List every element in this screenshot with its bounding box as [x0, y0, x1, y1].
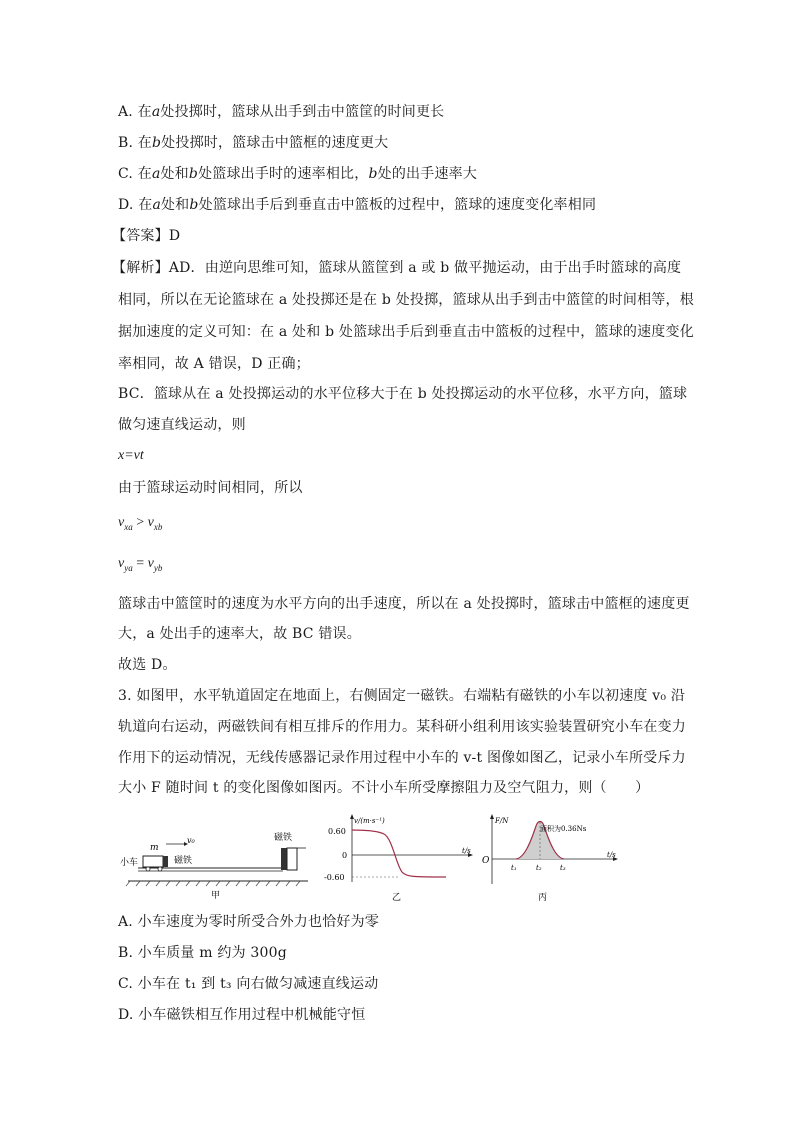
q3-option-b: B. 小车质量 m 约为 300g	[118, 945, 287, 961]
option-c: C. 在a处和b处篮球出手时的速率相比，b处的出手速率大	[118, 166, 478, 182]
conclusion-line-2: 大，a 处出手的速率大，故 BC 错误。	[118, 626, 361, 642]
formula-x-vt: x=vt	[118, 448, 144, 463]
analysis-line-4: 率相同，故 A 错误，D 正确；	[118, 356, 310, 372]
q3-option-d: D. 小车磁铁相互作用过程中机械能守恒	[118, 1007, 366, 1023]
car-label: 小车	[120, 858, 139, 868]
caption-jia: 甲	[211, 891, 221, 901]
bing-t2: t₂	[536, 864, 542, 872]
q3-stem-line-1: 3. 如图甲，水平轨道固定在地面上，右侧固定一磁铁。右端粘有磁铁的小车以初速度 v₀ 沿	[118, 688, 686, 704]
q3-stem-line-2: 轨道向右运动，两磁铁间有相互排斥的作用力。某科研小组利用该实验装置研究小车在变力	[118, 719, 686, 735]
analysis-line-2: 相同，所以在无论篮球在 a 处投掷还是在 b 处投掷，篮球从出手到击中篮筐的时间相等，根	[118, 292, 694, 308]
yi-vt-curve	[352, 830, 446, 877]
yi-y-zero: 0	[342, 851, 348, 860]
formula-vya-eq-vyb: $v_{ya} = v_{yb}$	[118, 556, 163, 573]
analysis-line-3: 据加速度的定义可知：在 a 处和 b 处篮球出手后到垂直击中篮板的过程中，篮球的速度变化	[118, 324, 694, 340]
q3-option-c: C. 小车在 t₁ 到 t₃ 向右做匀减速直线运动	[118, 976, 379, 992]
yi-y-top: 0.60	[328, 827, 346, 836]
v0-label: v₀	[187, 836, 195, 845]
mass-label: m	[150, 843, 159, 853]
q3-stem-line-4: 大小 F 随时间 t 的变化图像如图丙。不计小车所受摩擦阻力及空气阻力，则（ ）	[118, 780, 650, 796]
yi-y-bottom: -0.60	[324, 873, 345, 882]
analysis-line-5: BC．篮球从在 a 处投掷运动的水平位移大于在 b 处投掷运动的水平位移，水平方向，篮球	[118, 386, 688, 402]
car-magnet	[163, 856, 168, 867]
formula-vxa-gt-vxb: $v_{xa} > v_{xb}$	[118, 515, 163, 532]
yi-x-axis-label: t/s	[462, 847, 471, 855]
answer-line: 【答案】D	[112, 228, 181, 244]
q3-option-a: A. 小车速度为零时所受合外力也恰好为零	[118, 914, 380, 930]
bing-t3: t₃	[560, 864, 566, 872]
option-a: A. 在a处投掷时，篮球从出手到击中篮筐的时间更长	[118, 104, 445, 120]
analysis-line-1: 【解析】AD．由逆向思维可知，篮球从篮筐到 a 或 b 做平抛运动，由于出手时篮球的高度	[112, 260, 682, 276]
caption-bing: 丙	[538, 893, 548, 903]
bing-y-axis-label: F/N	[495, 817, 509, 825]
option-b: B. 在b处投掷时，篮球击中篮框的速度更大	[118, 135, 389, 151]
final-choice: 故选 D。	[118, 657, 177, 673]
bing-x-axis-label: t/s	[607, 851, 616, 859]
yi-y-axis-label: v/(m·s⁻¹)	[354, 817, 385, 825]
analysis-line-6: 做匀速直线运动，则	[118, 417, 246, 433]
magnet-car-label: 磁铁	[174, 856, 193, 866]
figure-jia	[118, 826, 318, 902]
figure-bing	[480, 814, 625, 904]
conclusion-line-1: 篮球击中篮筐时的速度为水平方向的出手速度，所以在 a 处投掷时，篮球击中篮框的速度更	[118, 596, 690, 612]
q3-stem-line-3: 作用下的运动情况，无线传感器记录作用过程中小车的 v-t 图像如图乙，记录小车所受斥力	[118, 750, 686, 766]
magnet-fixed-label: 磁铁	[274, 833, 293, 843]
figure-yi	[320, 814, 480, 904]
bing-t1: t₁	[511, 864, 517, 872]
car-body	[143, 856, 163, 867]
text-after-formula: 由于篮球运动时间相同，所以	[118, 480, 303, 496]
caption-yi: 乙	[392, 893, 402, 903]
bing-area-note: 面积为0.36Ns	[540, 825, 587, 833]
option-d: D. 在a处和b处篮球出手后到垂直击中篮板的过程中，篮球的速度变化率相同	[118, 197, 597, 213]
bing-origin: O	[482, 856, 490, 866]
